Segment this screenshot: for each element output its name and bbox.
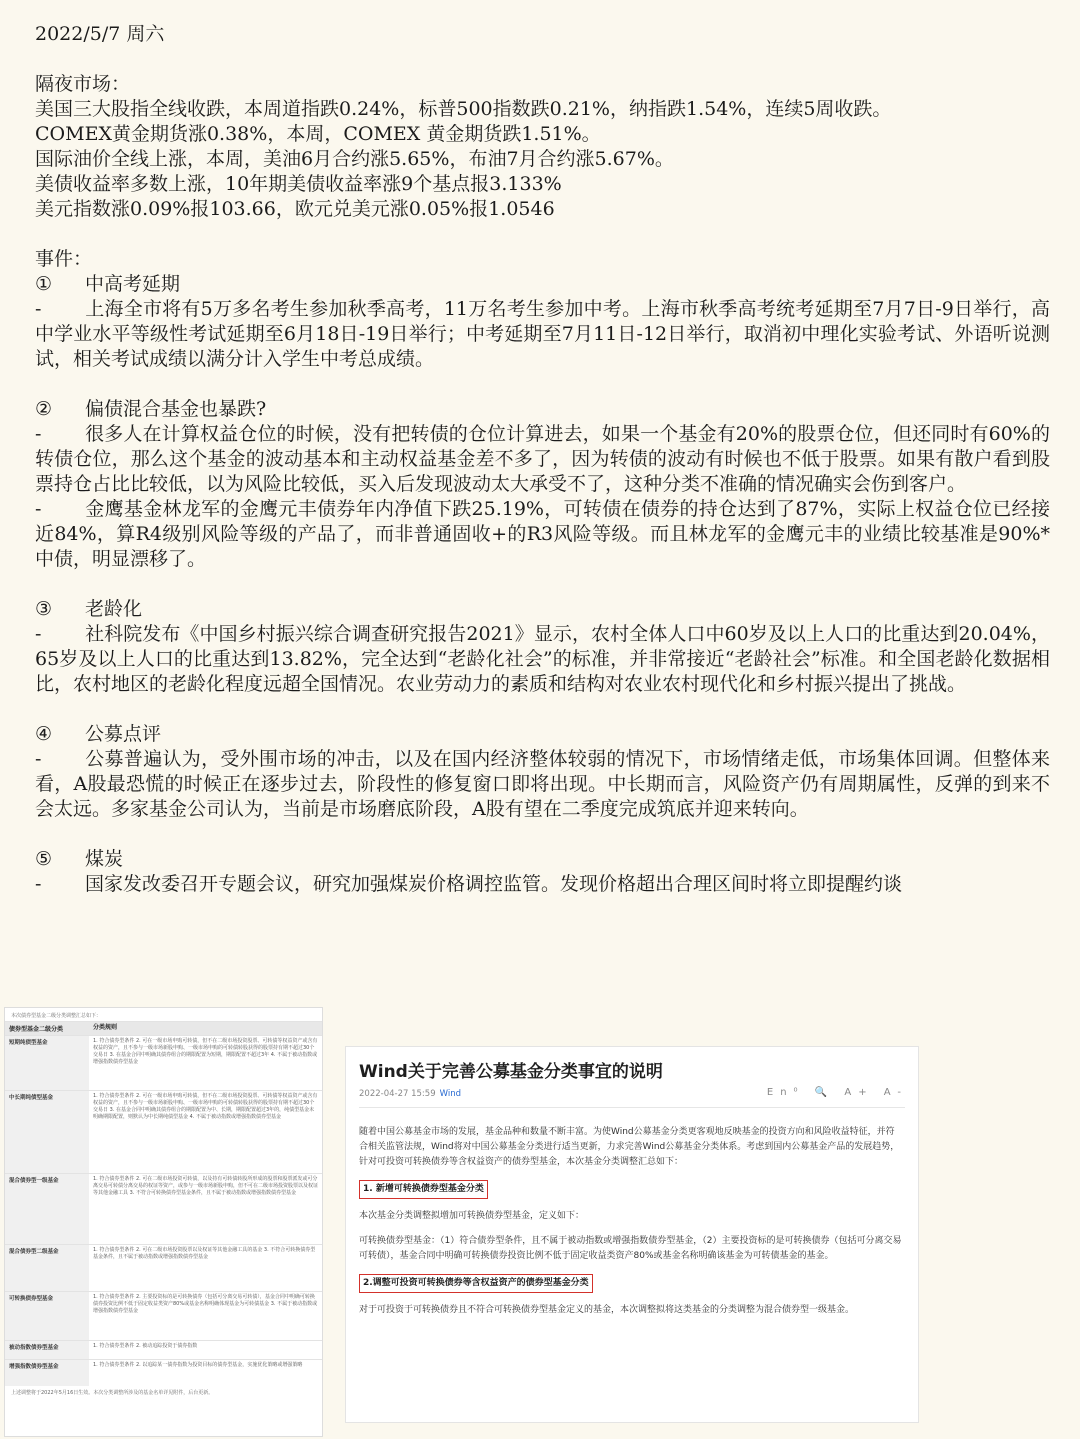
event-title bbox=[35, 272, 1050, 297]
event-paragraph-text: 金鹰基金林龙军的金鹰元丰债券年内净值下跌25.19%，可转债在债券的持仓达到了87%，实际上权益仓位已经接近84%，算R4级别风险等级的产品了，而非普通固收+的R3风险等级。而且林龙军的金鹰元丰的业绩比较基准是90%*中债，明显漂移了。 bbox=[35, 498, 1050, 570]
event-paragraph bbox=[35, 747, 1050, 822]
article-paragraph: 可转换债券型基金：（1）符合债券型条件，且不属于被动指数或增强指数债券型基金，（2）主要投资标的是可转换债券（包括可分离交易可转债），基金合同中明确可转换债券投资比例不低于固定收益类资产80%或基金名称明确该基金为可转债基金的基金。 bbox=[359, 1236, 902, 1261]
article-source: Wind bbox=[439, 1089, 461, 1099]
dash-marker: - bbox=[35, 873, 42, 895]
event-title-text: 老龄化 bbox=[85, 598, 143, 620]
event-paragraph bbox=[35, 297, 1050, 372]
event-paragraph bbox=[35, 497, 1050, 572]
dash-marker: - bbox=[35, 298, 42, 320]
event-title-text: 中高考延期 bbox=[85, 273, 181, 295]
date-line: 2022/5/7 周六 bbox=[35, 23, 165, 45]
document-text bbox=[35, 22, 1050, 897]
table-cell-category: 短期纯债型基金 bbox=[5, 1036, 89, 1090]
event-number: ② bbox=[35, 398, 53, 420]
event-title bbox=[35, 397, 1050, 422]
table-row bbox=[5, 1035, 322, 1090]
wind-article-image bbox=[345, 1046, 919, 1423]
table-caption: 本次债券型基金二级分类调整汇总如下： bbox=[11, 1013, 102, 1019]
event-paragraph-text: 上海全市将有5万多名考生参加秋季高考，11万名考生参加中考。上海市秋季高考统考延期至7月7日-9日举行，高中学业水平等级性考试延期至6月18日-19日举行；中考延期至7月11日-12日举行，取消初中理化实验考试、外语听说测试，相关考试成绩以满分计入学生中考总成绩。 bbox=[35, 298, 1050, 370]
overnight-line: 国际油价全线上涨，本周，美油6月合约涨5.65%，布油7月合约涨5.67%。 bbox=[35, 148, 674, 170]
table-cell-rule: 1. 符合债券型条件 2. 可在二级市场投资股票以及权证等其他金融工具的基金 3. 不符合可转换债券型基金条件，且不属于被动指数或增强指数债券型基金 bbox=[93, 1247, 316, 1260]
table-cell-category: 可转换债券型基金 bbox=[5, 1292, 89, 1340]
table-cell-category: 混合债券型二级基金 bbox=[5, 1245, 89, 1291]
event-title bbox=[35, 597, 1050, 622]
highlight-box: 1. 新增可转换债券型基金分类 bbox=[359, 1180, 488, 1199]
table-cell-rule: 1. 符合债券型条件 2. 可在一级市场申购可转债，但不在二级市场投资股票、可转债等权益资产或含有权益的资产，且不参与一级市场新股申购、一级市场申购的可转债转股获得的股票持有期不超过30个交易日 3. 在基金合同中明确其债券组合的期限配置为短期，期限配置不超过3年 4. 不属于被动指数或增强指数债券型基金 bbox=[93, 1038, 318, 1065]
table-row bbox=[5, 1173, 322, 1244]
highlight-box: 2.调整可投资可转换债券等含权益资产的债券型基金分类 bbox=[359, 1274, 593, 1293]
table-cell-category: 中长期纯债型基金 bbox=[5, 1091, 89, 1173]
table-cell-rule: 1. 符合债券型条件 2. 以追踪某一债券指数为投资目标的债券型基金，实施优化策略或增强策略 bbox=[93, 1362, 303, 1368]
table-row bbox=[5, 1359, 322, 1386]
article-body bbox=[359, 1125, 902, 1328]
dash-marker: - bbox=[35, 748, 42, 770]
table-header-cell: 分类规则 bbox=[89, 1022, 322, 1035]
table-footer: 上述调整将于2022年5月16日生效。本次分类调整所涉及的基金名单详见附件，后台更新。 bbox=[11, 1390, 214, 1396]
article-toolbar: En⁰ 🔍 A+ A- bbox=[766, 1087, 908, 1098]
article-title: Wind关于完善公募基金分类事宜的说明 bbox=[359, 1062, 663, 1082]
event-paragraph bbox=[35, 622, 1050, 697]
dash-marker: - bbox=[35, 423, 42, 445]
table-cell-rule: 1. 符合债券型条件 2. 主要投资标的是可转换债券（包括可分离交易可转债），基金合同中明确可转换债券投资比例不低于固定收益类资产80%或基金名称明确体现基金为可转债基金 3. 不属于被动指数或增强指数债券型基金 bbox=[93, 1294, 318, 1314]
article-meta bbox=[359, 1089, 461, 1099]
overnight-line: 美债收益率多数上涨，10年期美债收益率涨9个基点报3.133% bbox=[35, 173, 562, 195]
dash-marker: - bbox=[35, 623, 42, 645]
table-header-row bbox=[5, 1021, 322, 1035]
article-paragraph: 对于可投资于可转换债券且不符合可转换债券型基金定义的基金，本次调整拟将这类基金的分类调整为混合债券型一级基金。 bbox=[359, 1305, 855, 1315]
overnight-line: 美元指数涨0.09%报103.66，欧元兑美元涨0.05%报1.0546 bbox=[35, 198, 555, 220]
table-cell-rule: 1. 符合债券型条件 2. 可在一级市场申购可转债，但不在二级市场投资股票、可转债等权益资产或含有权益的资产，且不参与一级市场新股申购、一级市场申购的可转债转股获得的股票持有期不超过30个交易日 3. 在基金合同中明确其债券组合的期限配置为中、长期，期限配置超过3年的，纯债型基金未明确期限配置，则默认为中长期纯债型基金 4. 不属于被动指数或增强指数债券型基金 bbox=[93, 1093, 318, 1120]
event-paragraph bbox=[35, 422, 1050, 497]
table-row bbox=[5, 1340, 322, 1359]
event-paragraph bbox=[35, 872, 1050, 897]
event-number: ① bbox=[35, 273, 53, 295]
event-title bbox=[35, 722, 1050, 747]
table-cell-category: 混合债券型一级基金 bbox=[5, 1174, 89, 1244]
table-row bbox=[5, 1244, 322, 1291]
table-header-cell: 债券型基金二级分类 bbox=[5, 1022, 89, 1035]
event-paragraph-text: 公募普遍认为，受外围市场的冲击，以及在国内经济整体较弱的情况下，市场情绪走低，市场集体回调。但整体来看，A股最恐慌的时候正在逐步过去，阶段性的修复窗口即将出现。中长期而言，风险资产仍有周期属性，反弹的到来不会太远。多家基金公司认为，当前是市场磨底阶段，A股有望在二季度完成筑底并迎来转向。 bbox=[35, 748, 1050, 820]
article-paragraph: 本次基金分类调整拟增加可转换债券型基金，定义如下： bbox=[359, 1211, 585, 1221]
overnight-line: COMEX黄金期货涨0.38%，本周，COMEX 黄金期货跌1.51%。 bbox=[35, 123, 601, 145]
table-cell-category: 增强指数债券型基金 bbox=[5, 1360, 89, 1386]
event-number: ③ bbox=[35, 598, 53, 620]
event-title-text: 公募点评 bbox=[85, 723, 162, 745]
event-paragraph-text: 社科院发布《中国乡村振兴综合调查研究报告2021》显示，农村全体人口中60岁及以上人口的比重达到20.04%，65岁及以上人口的比重达到13.82%，完全达到“老龄化社会”的标准，并非常接近“老龄社会”标准。和全国老龄化数据相比，农村地区的老龄化程度远超全国情况。农业劳动力的素质和结构对农业农村现代化和乡村振兴提出了挑战。 bbox=[35, 623, 1050, 695]
article-timestamp: 2022-04-27 15:59 bbox=[359, 1089, 436, 1099]
table-cell-rule: 1. 符合债券型条件 2. 可在二级市场投资可转债，以及持有可转债转股所形成的股票和股票派发或可分离交易可转债分离交易的权证等资产，或参与一级市场新股申购，但不可在二级市场投资股票以及权证等其他金融工具 3. 不符合可转换债券型基金条件，且不属于被动指数或增强指数债券型基金 bbox=[93, 1176, 319, 1196]
table-row bbox=[5, 1291, 322, 1340]
event-number: ⑤ bbox=[35, 848, 53, 870]
event-title bbox=[35, 847, 1050, 872]
overnight-line: 美国三大股指全线收跌，本周道指跌0.24%，标普500指数跌0.21%，纳指跌1.54%，连续5周收跌。 bbox=[35, 98, 892, 120]
event-paragraph-text: 国家发改委召开专题会议，研究加强煤炭价格调控监管。发现价格超出合理区间时将立即提醒约谈 bbox=[85, 873, 903, 895]
event-paragraph-text: 很多人在计算权益仓位的时候，没有把转债的仓位计算进去，如果一个基金有20%的股票仓位，但还同时有60%的转债仓位，那么这个基金的波动基本和主动权益基金差不多了，因为转债的波动有时候也不低于股票。如果有散户看到股票持仓占比比较低，以为风险比较低，买入后发现波动太大承受不了，这种分类不准确的情况确实会伤到客户。 bbox=[35, 423, 1050, 495]
article-paragraph: 随着中国公募基金市场的发展，基金品种和数量不断丰富。为使Wind公募基金分类更客观地反映基金的投资方向和风险收益特征，并符合相关监管法规，Wind将对中国公募基金分类进行适当更新，力求完善Wind公募基金分类体系。考虑到国内公募基金产品的发展趋势，针对可投资可转换债券等含权益资产的债券型基金，本次基金分类调整汇总如下： bbox=[359, 1127, 900, 1167]
fund-classification-table-image bbox=[4, 1007, 323, 1437]
event-title-text: 偏债混合基金也暴跌? bbox=[85, 398, 267, 420]
event-number: ④ bbox=[35, 723, 53, 745]
table-cell-rule: 1. 符合债券型条件 2. 被动追踪投资于债券指数 bbox=[93, 1343, 198, 1349]
event-title-text: 煤炭 bbox=[85, 848, 124, 870]
dash-marker: - bbox=[35, 498, 42, 520]
overnight-heading: 隔夜市场： bbox=[35, 73, 131, 95]
events-heading: 事件： bbox=[35, 248, 93, 270]
divider bbox=[359, 1107, 905, 1108]
table-cell-category: 被动指数债券型基金 bbox=[5, 1341, 89, 1359]
table-row bbox=[5, 1090, 322, 1173]
